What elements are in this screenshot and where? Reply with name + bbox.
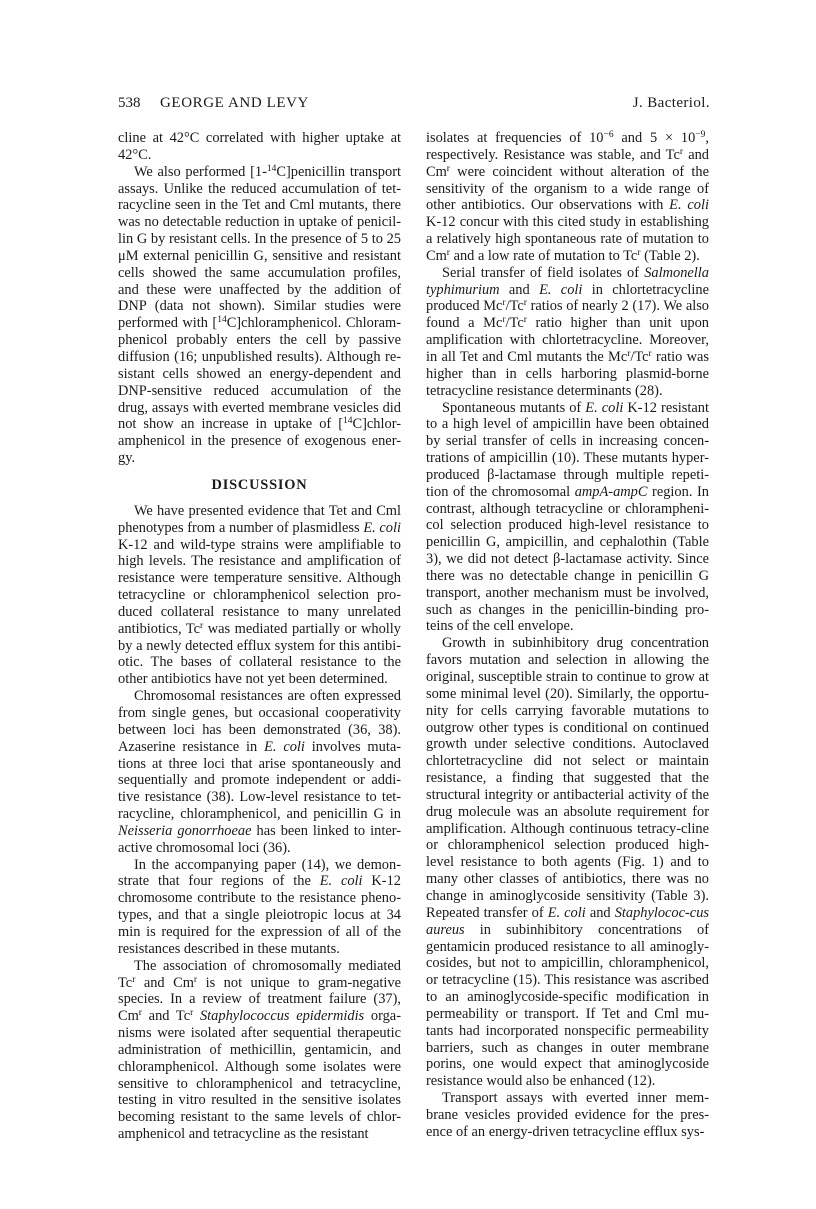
page-number: 538 xyxy=(118,95,141,111)
paragraph: Chromosomal resistances are often expressed from single genes, but occasional cooperativity between loci has been demonstrated (36, 38). Azaserine resistance in E. coli involves muta-tions at three loci that arise spontaneously and sequentially and promote independent or addi-tive resistance (38). Low-level resistance to tet-racycline, chloramphenicol, and penicillin G in Neisseria gonorrhoeae has been linked to inter-active chromosomal loci (36). xyxy=(118,688,402,856)
paragraph: Serial transfer of field isolates of Salmonella typhimurium and E. coli in chlortetracycline produced Mc$^r$/Tc$^r$ ratios of nearly 2 (17). We also found a Mc$^r$/Tc$^r$ ratio higher than unit upon amplification with chlortetracycline. Moreover, in all Tet and Cml mutants the Mc$^r$/Tc$^r$ ratio was higher than in cells harboring plasmid-borne tetracycline resistance determinants (28). xyxy=(426,264,710,399)
paragraph: Transport assays with everted inner mem-brane vesicles provided evidence for the pres-ence of an energy-driven tetracycline efflux sys- xyxy=(426,1090,709,1140)
paragraph: Spontaneous mutants of E. coli K-12 resistant to a high level of ampicillin have been obtained by serial transfer of cells in increasing concen-trations of ampicillin (10). These mutants hyper-produced β-lactamase through multiple repeti-tion of the chromosomal ampA-ampC region. In contrast, although tetracycline or chlorampheni-col selection produced high-level resistance to penicillin G, ampicillin, and cephalothin (Table 3), we did not detect β-lactamase activity. Since there was no detectable change in penicillin G transport, another mechanism must be involved, such as changes in the penicillin-binding pro-teins of the cell envelope. xyxy=(426,399,710,635)
paragraph: In the accompanying paper (14), we demon-strate that four regions of the E. coli K-12 chromosome contribute to the resistance pheno-types, and that a single pleiotropic locus at 34 min is required for the expression of all of the resistances described in these mutants. xyxy=(118,856,401,957)
paragraph: cline at 42°C correlated with higher uptake at 42°C. xyxy=(118,130,401,163)
running-authors: GEORGE AND LEVY xyxy=(160,95,309,111)
section-heading: DISCUSSION xyxy=(211,476,308,493)
paragraph: We have presented evidence that Tet and Cml phenotypes from a number of plasmidless E. coli K-12 and wild-type strains were amplifiable to high levels. The resistance and amplification of resistance were temperature sensitive. Although tetracycline or chloramphenicol selection pro-duced collateral resistance to many unrelated antibiotics, Tc$^r$ was mediated partially or wholly by a newly detected efflux system for this antibi-otic. The bases of collateral resistance to the other antibiotics have not yet been determined. xyxy=(118,502,401,688)
paragraph: isolates at frequencies of $10^{-6}$ and $5 \times 10^{-9}$, respectively. Resistance was stable, and Tc$^r$ and Cm$^r$ were coincident without alteration of the sensitivity of the organism to a wide range of other antibiotics. Our observations with E. coli K-12 concur with this cited study in establishing a relatively high spontaneous rate of mutation to Cm$^r$ and a low rate of mutation to Tc$^r$ (Table 2). xyxy=(426,130,709,264)
right-column xyxy=(426,130,709,1141)
left-column xyxy=(118,130,401,1143)
paragraph: Growth in subinhibitory drug concentration favors mutation and selection in allowing the original, susceptible strain to continue to grow at some minimal level (20). Similarly, the opportu-nity for cells carrying favorable mutations to outgrow other types is conditional on continued growth under selective conditions. Autoclaved chlortetracycline did not select or maintain resistance, a finding that suggested that the structural integrity or antibacterial activity of the drug molecule was an absolute requirement for amplification. Although continuous tetracy-cline or chloramphenicol selection produced high-level resistance to both agents (Fig. 1) and to many other classes of antibiotics, there was no change in aminoglycoside sensitivity (Table 3). Repeated transfer of E. coli and Staphylococ-cus aureus in subinhibitory concentrations of gentamicin produced resistance to all aminogly-cosides, but not to ampicillin, chloramphenicol, or tetracycline (15). This resistance was ascribed to an aminoglycoside-specific modification in permeability or transport. If Tet and Cml mu-tants had incorporated nonspecific permeability barriers, such as changes in outer membrane porins, one would expect that aminoglycoside resistance would also be enhanced (12). xyxy=(426,635,709,1090)
running-header xyxy=(118,95,710,115)
journal-name: J. Bacteriol. xyxy=(632,95,710,111)
paragraph: The association of chromosomally mediated Tc$^r$ and Cm$^r$ is not unique to gram-negative species. In a review of treatment failure (37), Cm$^r$ and Tc$^r$ Staphylococcus epidermidis orga-nisms were isolated after sequential therapeutic administration of methicillin, gentamicin, and chloramphenicol. Although some isolates were sensitive to chloramphenicol and tetracycline, testing in vitro resulted in the sensitive isolates becoming resistant to the same levels of chlor-amphenicol and tetracycline as the resistant xyxy=(118,957,401,1143)
paragraph: We also performed [1-$^{14}$C]penicillin transport assays. Unlike the reduced accumulation of tet-racycline seen in the Tet and Cml mutants, there was no detectable reduction in uptake of penicil-lin G by resistant cells. In the presence of 5 to 25 μM external penicillin G, sensitive and resistant cells showed the same accumulation profiles, and these were unaffected by the addition of DNP (data not shown). Similar studies were performed with [$^{14}$C]chloramphenicol. Chloram-phenicol probably enters the cell by passive diffusion (16; unpublished results). Although re-sistant cells showed an energy-dependent and DNP-sensitive reduced accumulation of the drug, assays with everted membrane vesicles did not show an increase in uptake of [$^{14}$C]chlor-amphenicol in the presence of exogenous ener-gy. xyxy=(118,163,401,467)
